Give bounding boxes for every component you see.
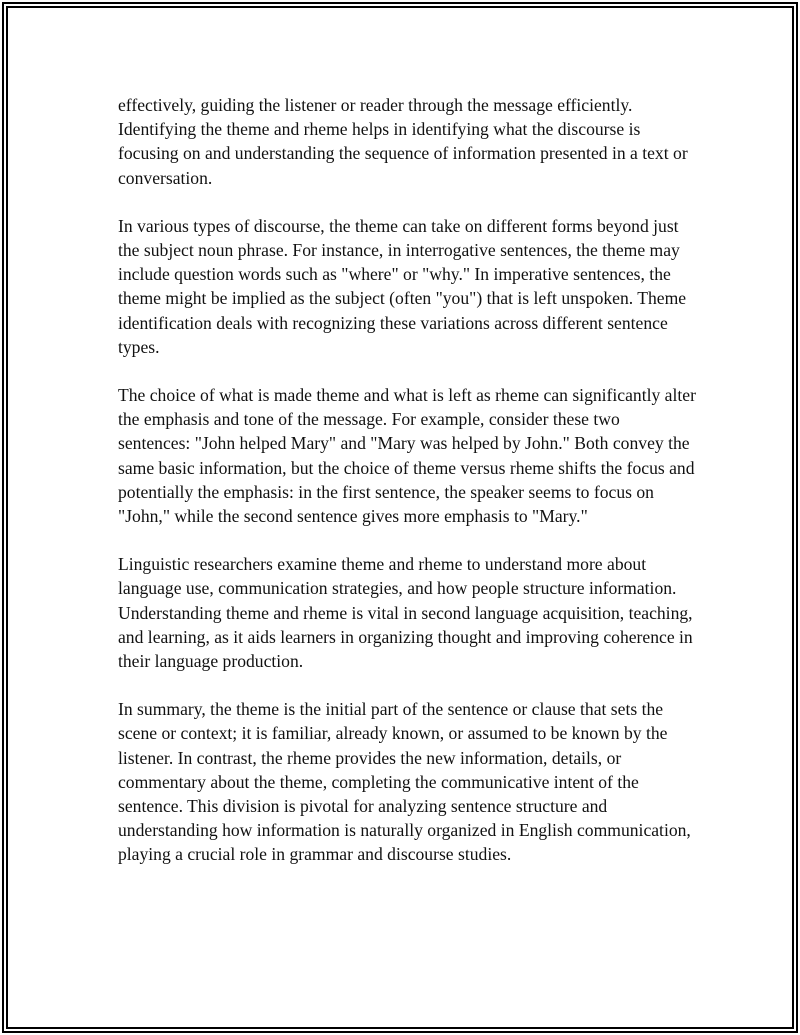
document-body (118, 93, 696, 867)
paragraph-2: In various types of discourse, the theme can take on different forms beyond just the subject noun phrase. For instance, in interrogative sentences, the theme may include question words such as "where" or "why." In imperative sentences, the theme might be implied as the subject (often "you") that is left unspoken. Theme identification deals with recognizing these variations across different sentence types. (118, 215, 687, 357)
paragraph-3: The choice of what is made theme and what is left as rheme can significantly alter the emphasis and tone of the message. For example, consider these two sentences: "John helped Mary" and "Mary was helped by John." Both convey the same basic information, but the choice of theme versus rheme shifts the focus and potentially the emphasis: in the first sentence, the speaker seems to focus on "John," while the second sentence gives more emphasis to "Mary." (118, 385, 696, 527)
paragraph-4: Linguistic researchers examine theme and rheme to understand more about language use, communication strategies, and how people structure information. Understanding theme and rheme is vital in second language acquisition, teaching, and learning, as it aids learners in organizing thought and improving coherence in their language production. (118, 554, 693, 672)
paragraph-5: In summary, the theme is the initial part of the sentence or clause that sets the scene or context; it is familiar, already known, or assumed to be known by the listener. In contrast, the rheme provides the new information, details, or commentary about the theme, completing the communicative intent of the sentence. This division is pivotal for analyzing sentence structure and understanding how information is naturally organized in English communication, playing a crucial role in grammar and discourse studies. (118, 699, 691, 865)
paragraph-1: effectively, guiding the listener or reader through the message efficiently. Identifying the theme and rheme helps in identifying what the discourse is focusing on and understanding the sequence of information presented in a text or conversation. (118, 95, 688, 188)
